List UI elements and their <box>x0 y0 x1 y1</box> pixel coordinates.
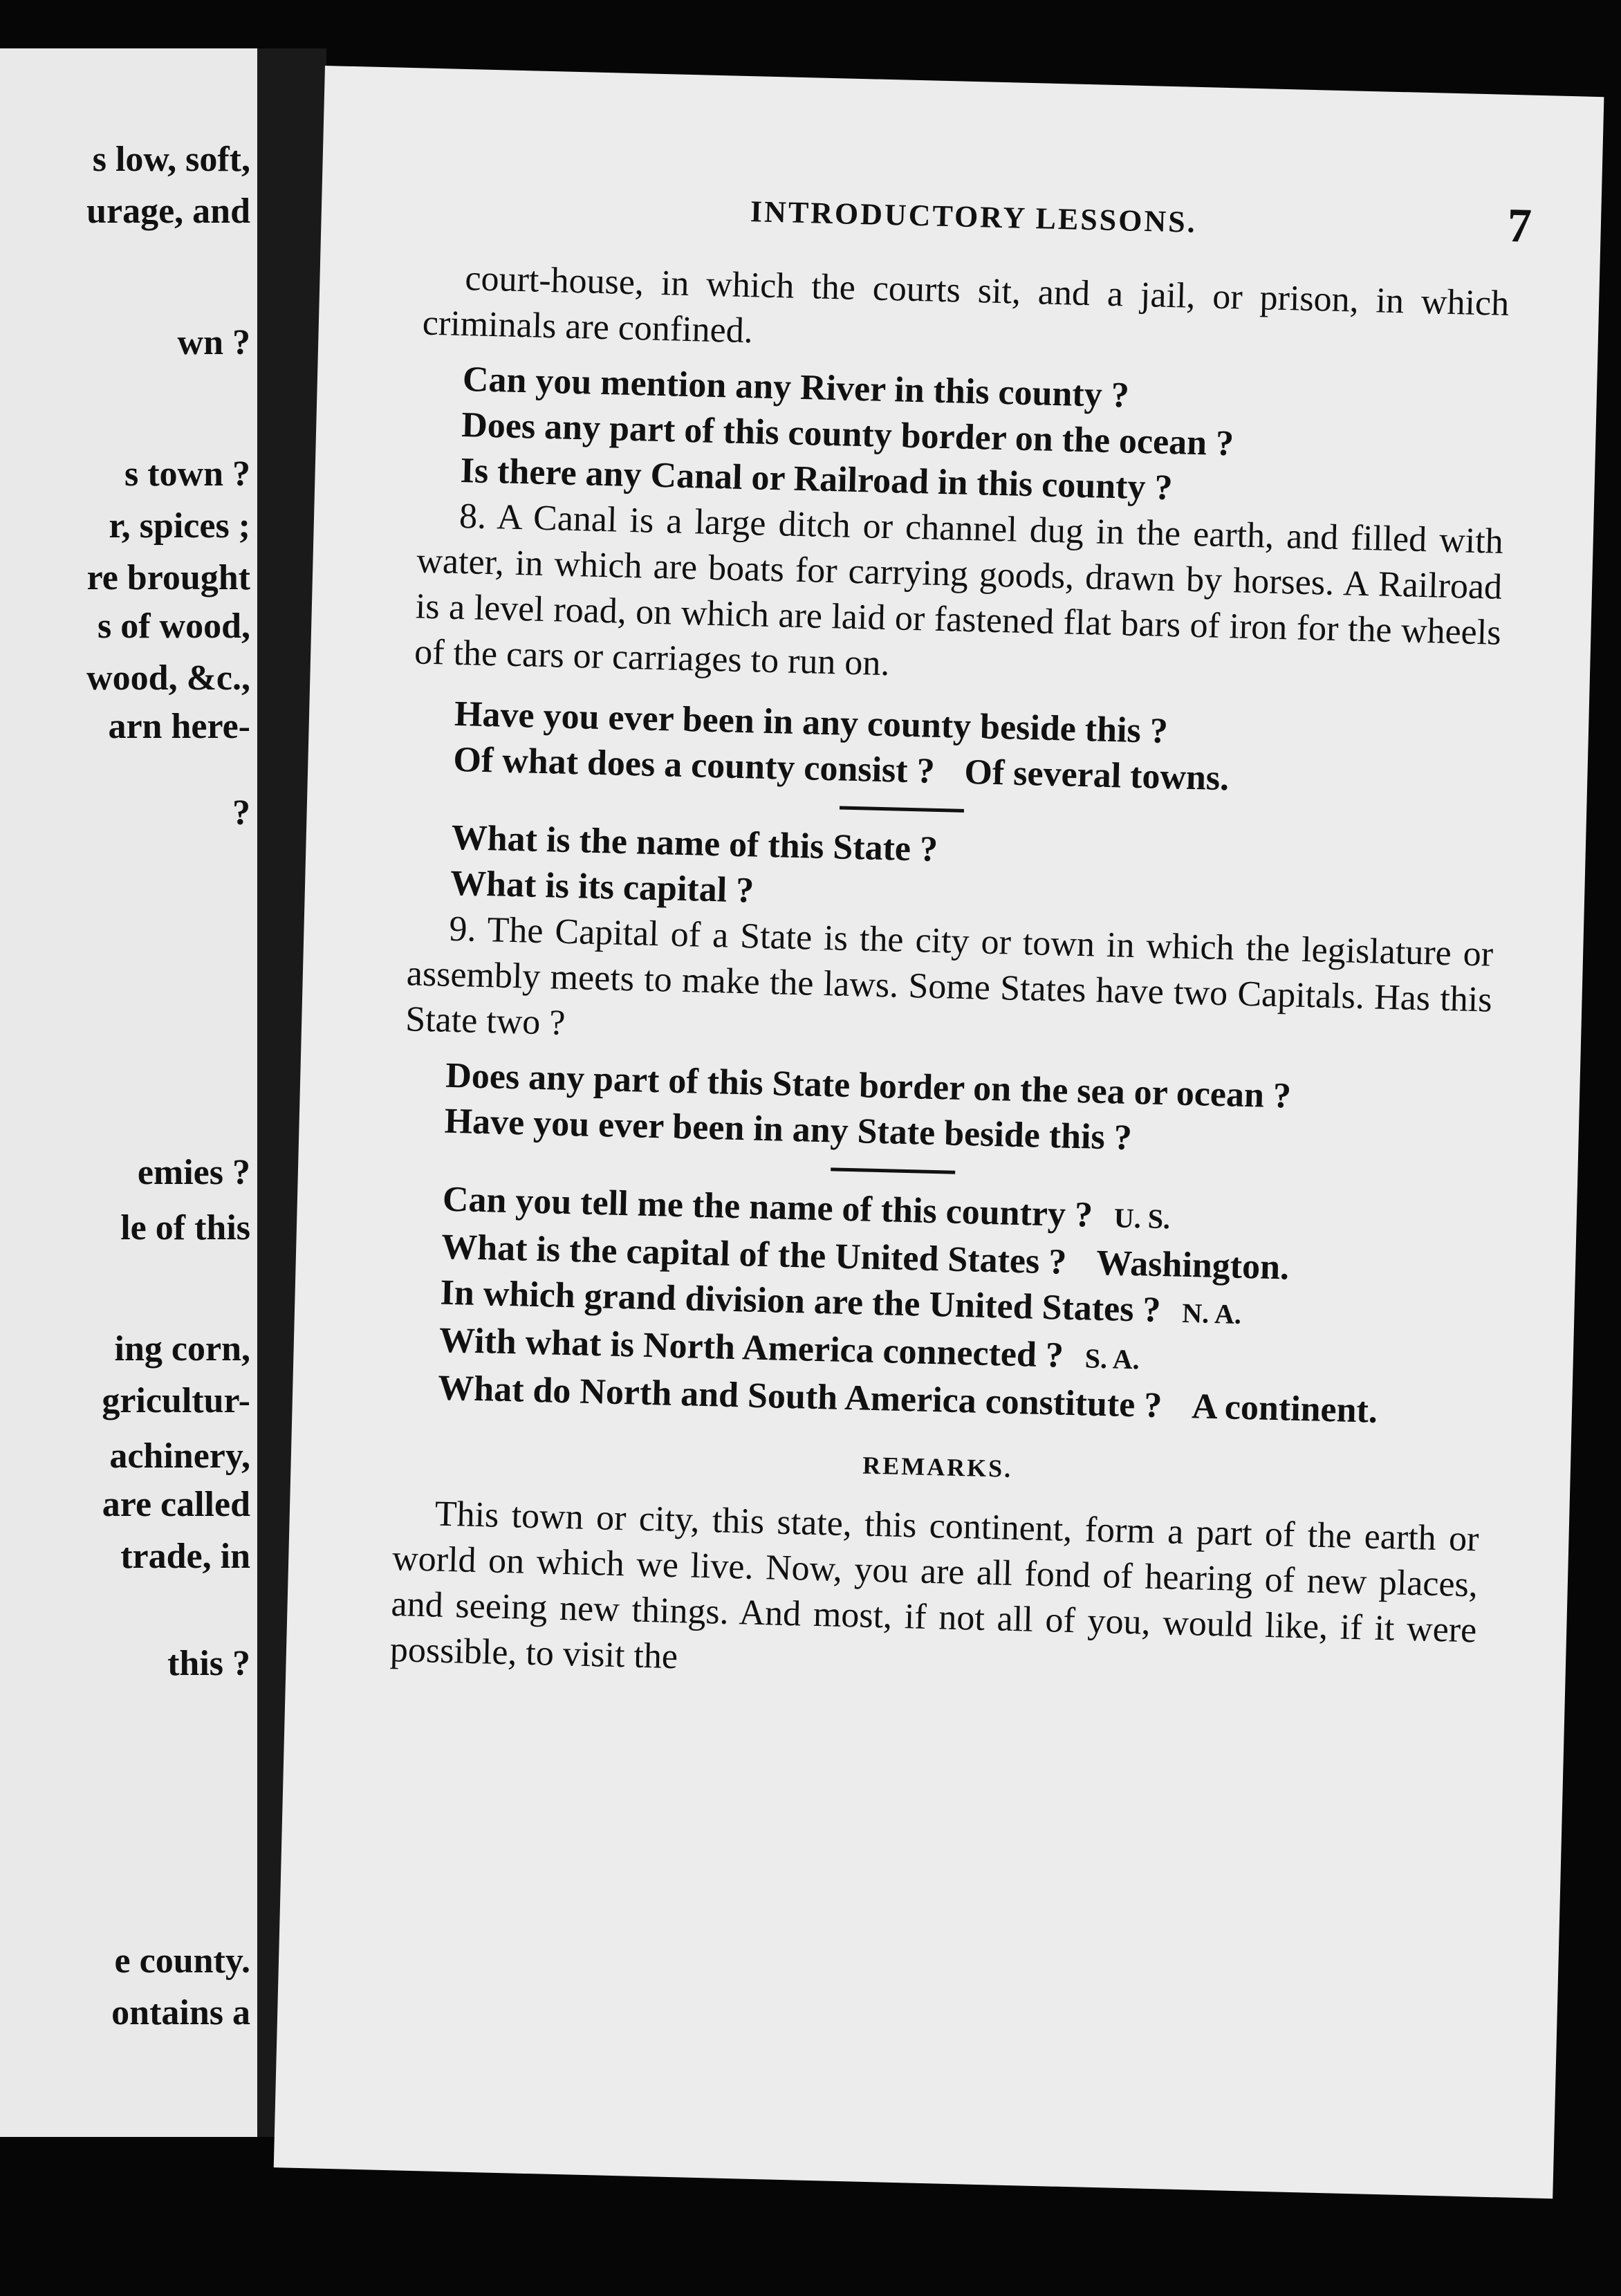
left-page-line: trade, in <box>120 1537 250 1576</box>
left-page-line: wn ? <box>177 323 250 362</box>
page-number: 7 <box>1506 198 1532 253</box>
left-page-line: wood, &c., <box>86 658 250 698</box>
question-river: Can you mention any River in this county ? <box>462 360 1130 416</box>
left-page <box>0 48 257 2137</box>
canal-paragraph: 8. A Canal is a large ditch or channel dug in the earth, and filled with water, in which are boats for carrying goods, drawn by horses. A Railroad is a level road, on which are laid or fastened flat bars of iron for the wheels of the cars or carriages to run on. <box>414 496 1504 684</box>
right-page <box>274 66 1604 2198</box>
left-page-line: emies ? <box>137 1153 250 1192</box>
left-page-line: le of this <box>120 1208 250 1248</box>
question-state-sea: Does any part of this State border on the sea or ocean ? <box>445 1055 1292 1116</box>
section-divider <box>840 806 964 812</box>
running-header: INTRODUCTORY LESSONS. <box>750 194 1198 239</box>
question-text: Can you tell me the name of this country ? <box>442 1179 1093 1235</box>
page-body <box>389 255 1510 1710</box>
remarks-paragraph: This town or city, this state, this continent, form a part of the earth or world on which we live. Now, you are all fond of hearing of new places, and seeing new things. And most, if not all of you, would like, if it were possible, to visit the <box>389 1494 1480 1677</box>
question-ocean: Does any part of this county border on the ocean ? <box>461 405 1234 464</box>
left-page-line: ing corn, <box>114 1329 250 1369</box>
question-text: In which grand division are the United States ? <box>440 1272 1162 1331</box>
answer-text: Of several towns. <box>963 752 1230 799</box>
left-page-line: s of wood, <box>97 607 250 646</box>
question-text: What is the capital of the United States ? <box>441 1227 1067 1282</box>
section-divider <box>831 1167 955 1174</box>
question-other-state: Have you ever been in any State beside this ? <box>444 1101 1133 1158</box>
left-page-line: gricultur- <box>102 1381 250 1420</box>
left-page-line: s low, soft, <box>92 140 250 179</box>
capital-paragraph: 9. The Capital of a State is the city or town in which the legislature or assembly meets to make the laws. Some States have two Capitals. Has this State two ? <box>405 909 1494 1043</box>
left-page-line: s town ? <box>124 454 250 494</box>
question-text: Of what does a county consist ? <box>452 739 936 791</box>
answer-text: S. A. <box>1084 1342 1140 1376</box>
question-canal: Is there any Canal or Railroad in this county ? <box>460 450 1174 508</box>
left-page-line: are called <box>102 1485 250 1524</box>
question-text: What do North and South America constitute ? <box>437 1368 1163 1426</box>
answer-text: Washington. <box>1095 1243 1290 1288</box>
left-page-line: this ? <box>167 1644 250 1683</box>
answer-text: A continent. <box>1191 1387 1378 1431</box>
answer-text: U. S. <box>1113 1202 1171 1235</box>
left-page-line: urage, and <box>86 192 250 231</box>
left-page-line: ? <box>232 793 250 833</box>
left-page-line: e county. <box>114 1941 250 1981</box>
question-state-capital: What is its capital ? <box>450 863 754 911</box>
left-page-line: re brought <box>86 558 250 598</box>
left-page-line: achinery, <box>109 1436 250 1476</box>
question-state-name: What is the name of this State ? <box>451 817 938 869</box>
left-page-line: r, spices ; <box>109 506 250 546</box>
question-other-county: Have you ever been in any county beside this ? <box>454 694 1169 752</box>
remarks-heading: REMARKS. <box>862 1451 1013 1483</box>
left-page-line: ontains a <box>111 1993 250 2033</box>
left-page-line: arn here- <box>108 707 250 746</box>
answer-text: N. A. <box>1181 1297 1242 1330</box>
question-text: With what is North America connected ? <box>438 1320 1064 1376</box>
intro-paragraph: court-house, in which the courts sit, and a jail, or prison, in which criminals are confined. <box>422 259 1510 351</box>
